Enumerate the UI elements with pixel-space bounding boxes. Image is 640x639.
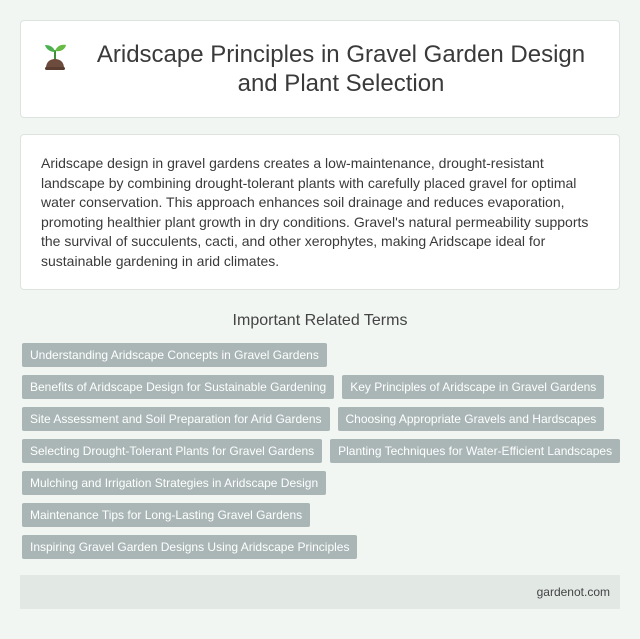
term-chip[interactable]: Benefits of Aridscape Design for Sustainable Gardening bbox=[22, 375, 334, 399]
footer-site-link[interactable]: gardenot.com bbox=[536, 585, 610, 599]
page-footer bbox=[20, 575, 620, 609]
term-chip[interactable]: Understanding Aridscape Concepts in Gravel Gardens bbox=[22, 343, 327, 367]
term-row bbox=[22, 439, 620, 463]
summary-text: Aridscape design in gravel gardens creates a low-maintenance, drought-resistant landscape by combining drought-tolerant plants with carefully placed gravel for optimal water conservation. This approach enhances soil drainage and reduces evaporation, promoting healthier plant growth in dry conditions. Gravel's natural permeability supports the survival of succulents, cacti, and other xerophytes, making Aridscape ideal for sustainable gardening in arid climates. bbox=[41, 155, 589, 269]
term-chip[interactable]: Maintenance Tips for Long-Lasting Gravel Gardens bbox=[22, 503, 310, 527]
term-row bbox=[22, 535, 620, 559]
page-header bbox=[20, 20, 620, 118]
term-chip[interactable]: Key Principles of Aridscape in Gravel Gardens bbox=[342, 375, 604, 399]
term-row bbox=[22, 503, 620, 527]
term-row bbox=[22, 471, 620, 495]
related-terms-list bbox=[22, 343, 620, 567]
title-wrap bbox=[41, 40, 599, 98]
term-chip[interactable]: Planting Techniques for Water-Efficient Landscapes bbox=[330, 439, 620, 463]
term-chip[interactable]: Inspiring Gravel Garden Designs Using Aridscape Principles bbox=[22, 535, 357, 559]
term-chip[interactable]: Site Assessment and Soil Preparation for Arid Gardens bbox=[22, 407, 330, 431]
page-title: Aridscape Principles in Gravel Garden Design and Plant Selection bbox=[96, 41, 586, 97]
related-terms-heading: Important Related Terms bbox=[232, 312, 408, 329]
sprout-icon bbox=[41, 43, 69, 73]
term-row bbox=[22, 375, 620, 399]
term-chip[interactable]: Choosing Appropriate Gravels and Hardscapes bbox=[338, 407, 605, 431]
term-chip[interactable]: Selecting Drought-Tolerant Plants for Gravel Gardens bbox=[22, 439, 322, 463]
term-chip[interactable]: Mulching and Irrigation Strategies in Aridscape Design bbox=[22, 471, 326, 495]
term-row bbox=[22, 407, 620, 431]
summary-card bbox=[20, 134, 620, 290]
term-row bbox=[22, 343, 620, 367]
